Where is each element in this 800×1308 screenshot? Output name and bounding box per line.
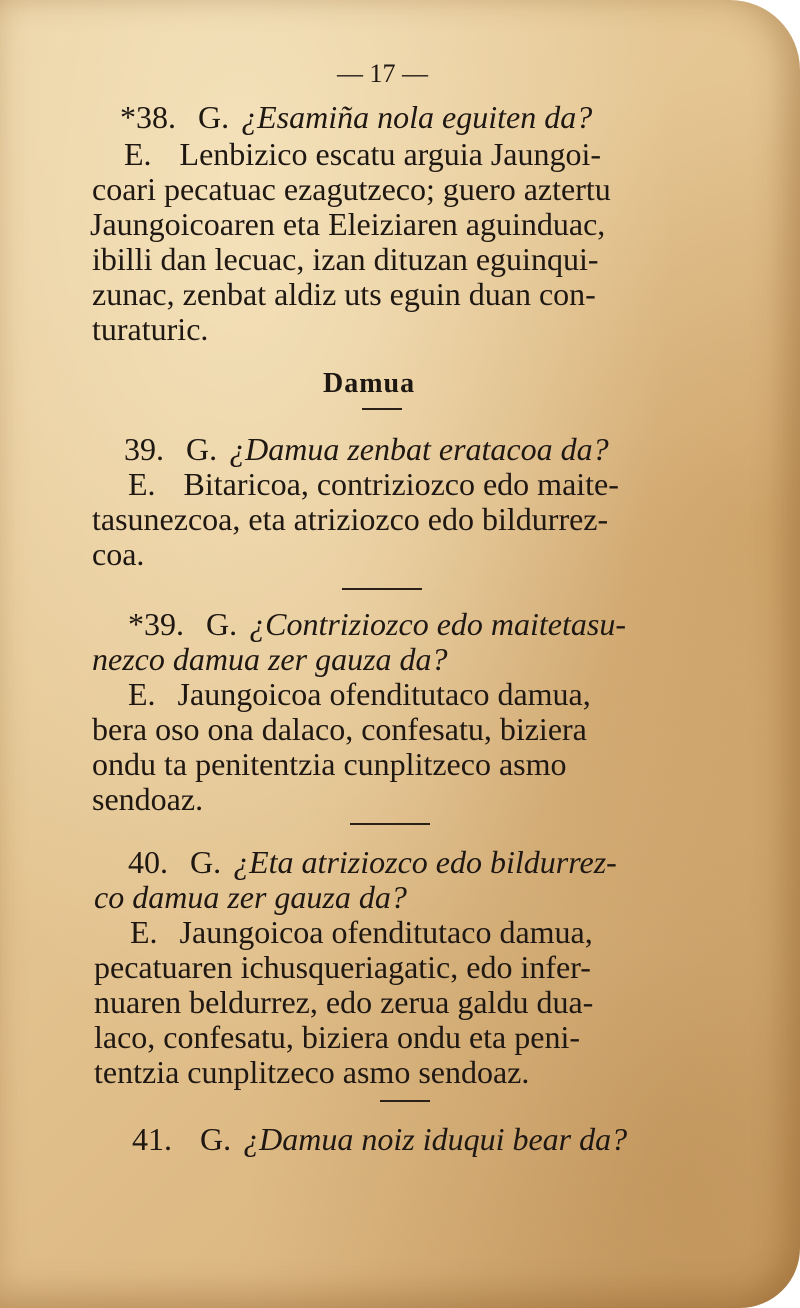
answer-marker: E. xyxy=(130,914,158,950)
answer-39-line-2: tasunezcoa, eta atriziozco edo bildurrez- xyxy=(92,501,609,537)
answer-39b-line-1 xyxy=(128,677,591,711)
question-39b-line-2: nezco damua zer gauza da? xyxy=(92,641,448,677)
question-39-line xyxy=(124,432,609,466)
answer-marker: E. xyxy=(128,466,156,502)
question-marker: G. xyxy=(200,1121,232,1157)
answer-38-line-5: zunac, zenbat aldiz uts eguin duan con- xyxy=(92,276,596,312)
question-41-line xyxy=(132,1122,627,1156)
answer-text: Jaungoicoa ofenditutaco damua, xyxy=(177,676,591,712)
question-number: *38. xyxy=(120,99,176,135)
answer-38-line-4: ibilli dan lecuac, izan dituzan eguinqui- xyxy=(92,241,599,277)
answer-38-line-2: coari pecatuac ezagutzeco; guero aztertu xyxy=(92,171,611,207)
answer-39-line-1 xyxy=(128,467,619,501)
section-heading: Damua xyxy=(323,368,416,399)
question-number: 39. xyxy=(124,431,164,467)
answer-text: Lenbizico escatu arguia Jaungoi- xyxy=(179,136,602,172)
question-marker: G. xyxy=(186,431,218,467)
question-number: *39. xyxy=(128,606,184,642)
question-39b-line-1 xyxy=(128,607,626,641)
question-text: ¿Eta atriziozco edo bildurrez- xyxy=(233,844,617,880)
answer-40-line-3: nuaren beldurrez, edo zerua galdu dua- xyxy=(94,984,594,1020)
answer-39-line-3: coa. xyxy=(92,536,145,572)
question-38-line xyxy=(120,100,592,134)
question-40-line-2: co damua zer gauza da? xyxy=(94,879,407,915)
question-marker: G. xyxy=(190,844,222,880)
answer-39b-line-3: ondu ta penitentzia cunplitzeco asmo xyxy=(92,746,567,782)
answer-38-line-3: Jaungoicoaren eta Eleiziaren aguinduac, xyxy=(90,206,606,242)
divider xyxy=(350,823,430,825)
answer-text: Jaungoicoa ofenditutaco damua, xyxy=(179,914,593,950)
question-marker: G. xyxy=(206,606,238,642)
answer-marker: E. xyxy=(128,676,156,712)
answer-38-line-6: turaturic. xyxy=(92,311,209,347)
question-text: ¿Damua zenbat eratacoa da? xyxy=(229,431,609,467)
answer-40-line-1 xyxy=(130,915,593,949)
answer-40-line-4: laco, confesatu, biziera ondu eta peni- xyxy=(94,1019,580,1055)
question-text: ¿Damua noiz iduqui bear da? xyxy=(243,1121,628,1157)
answer-marker: E. xyxy=(124,136,152,172)
page-number: — 17 — xyxy=(337,59,428,88)
question-number: 40. xyxy=(128,844,168,880)
answer-39b-line-2: bera oso ona dalaco, confesatu, biziera xyxy=(92,711,587,747)
divider xyxy=(342,588,422,590)
answer-38-line-1 xyxy=(124,137,601,171)
divider xyxy=(380,1100,430,1102)
question-number: 41. xyxy=(132,1121,172,1157)
heading-rule xyxy=(362,408,402,410)
question-marker: G. xyxy=(198,99,230,135)
answer-39b-line-4: sendoaz. xyxy=(92,781,204,817)
answer-40-line-5: tentzia cunplitzeco asmo sendoaz. xyxy=(94,1054,530,1090)
answer-text: Bitaricoa, contriziozco edo maite- xyxy=(183,466,619,502)
question-40-line-1 xyxy=(128,845,617,879)
answer-40-line-2: pecatuaren ichusqueriagatic, edo infer- xyxy=(94,949,591,985)
question-text: ¿Esamiña nola eguiten da? xyxy=(241,99,593,135)
question-text: ¿Contriziozco edo maitetasu- xyxy=(249,606,626,642)
